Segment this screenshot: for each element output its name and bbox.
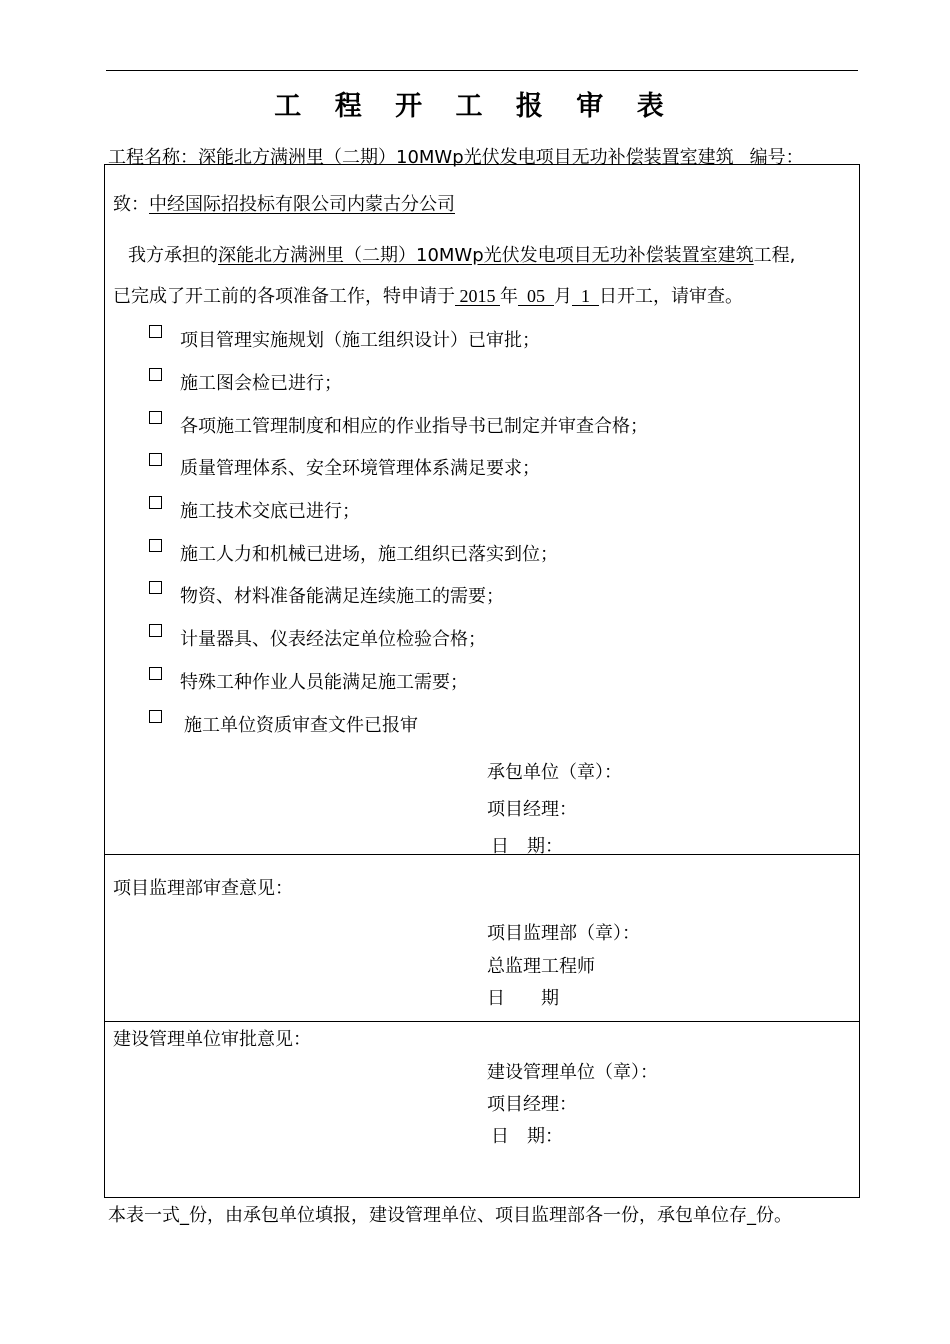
- checklist-item: 各项施工管理制度和相应的作业指导书已制定并审查合格；: [180, 416, 648, 437]
- checkbox-4[interactable]: [149, 453, 162, 466]
- checkbox-10[interactable]: [149, 710, 162, 723]
- project-name: 深能北方满洲里（二期）10MWp光伏发电项目无功补偿装置室建筑: [198, 147, 734, 168]
- checkbox-8[interactable]: [149, 624, 162, 637]
- owner-heading: 建设管理单位审批意见：: [113, 1029, 311, 1050]
- checkbox-1[interactable]: [149, 325, 162, 338]
- line1-project: 深能北方满洲里（二期）10MWp光伏发电项目无功补偿装置室建筑: [218, 245, 754, 266]
- checkbox-6[interactable]: [149, 539, 162, 552]
- recipient-name: 中经国际招投标有限公司内蒙古分公司: [149, 194, 455, 215]
- recipient-line: [113, 190, 455, 216]
- line1-suffix: 工程,: [753, 245, 796, 266]
- line1-prefix: 我方承担的: [128, 245, 218, 266]
- supervision-date-label: 日 期: [487, 988, 559, 1009]
- contractor-seal-label: 承包单位（章）：: [487, 762, 622, 783]
- checkbox-5[interactable]: [149, 496, 162, 509]
- number-label: 编号：: [749, 147, 804, 168]
- application-line-2: [113, 282, 743, 308]
- contractor-date-label: 日 期：: [491, 836, 563, 857]
- checklist-item: 项目管理实施规划（施工组织设计）已审批；: [180, 330, 540, 351]
- contractor-manager-label: 项目经理：: [487, 799, 577, 820]
- start-month: 05: [527, 286, 545, 306]
- year-label: 年: [500, 286, 518, 307]
- application-line-1: [128, 241, 795, 267]
- section-divider-1: [104, 854, 860, 855]
- line2-suffix: 日开工，请审查。: [599, 286, 743, 307]
- chief-engineer-label: 总监理工程师: [487, 956, 595, 977]
- footer-note: 本表一式_份，由承包单位填报，建设管理单位、项目监理部各一份，承包单位存_份。: [108, 1205, 792, 1226]
- checkbox-3[interactable]: [149, 411, 162, 424]
- checklist-item: 施工技术交底已进行；: [180, 501, 360, 522]
- checklist-item: 质量管理体系、安全环境管理体系满足要求；: [180, 458, 540, 479]
- supervision-heading: 项目监理部审查意见：: [113, 878, 293, 899]
- checkbox-9[interactable]: [149, 667, 162, 680]
- supervision-seal-label: 项目监理部（章）：: [487, 923, 640, 944]
- checklist-item: 计量器具、仪表经法定单位检验合格；: [180, 629, 486, 650]
- month-label: 月: [554, 286, 572, 307]
- start-year: 2015: [459, 286, 496, 306]
- line2-prefix: 已完成了开工前的各项准备工作，特申请于: [113, 286, 455, 307]
- checkbox-7[interactable]: [149, 581, 162, 594]
- checklist-item: 施工人力和机械已进场，施工组织已落实到位；: [180, 544, 558, 565]
- to-label: 致：: [113, 194, 149, 215]
- top-rule: [106, 70, 858, 71]
- checklist-item: 特殊工种作业人员能满足施工需要；: [180, 672, 468, 693]
- project-label: 工程名称：: [108, 147, 198, 168]
- start-day: 1: [581, 286, 590, 306]
- owner-date-label: 日 期：: [491, 1126, 563, 1147]
- owner-seal-label: 建设管理单位（章）：: [487, 1062, 658, 1083]
- checklist-item: 施工单位资质审查文件已报审: [184, 715, 418, 736]
- checklist-item: 物资、材料准备能满足连续施工的需要；: [180, 586, 504, 607]
- owner-manager-label: 项目经理：: [487, 1094, 577, 1115]
- checkbox-2[interactable]: [149, 368, 162, 381]
- form-title: 工 程 开 工 报 审 表: [274, 91, 676, 122]
- section-divider-2: [104, 1021, 860, 1022]
- checklist-item: 施工图会检已进行；: [180, 373, 342, 394]
